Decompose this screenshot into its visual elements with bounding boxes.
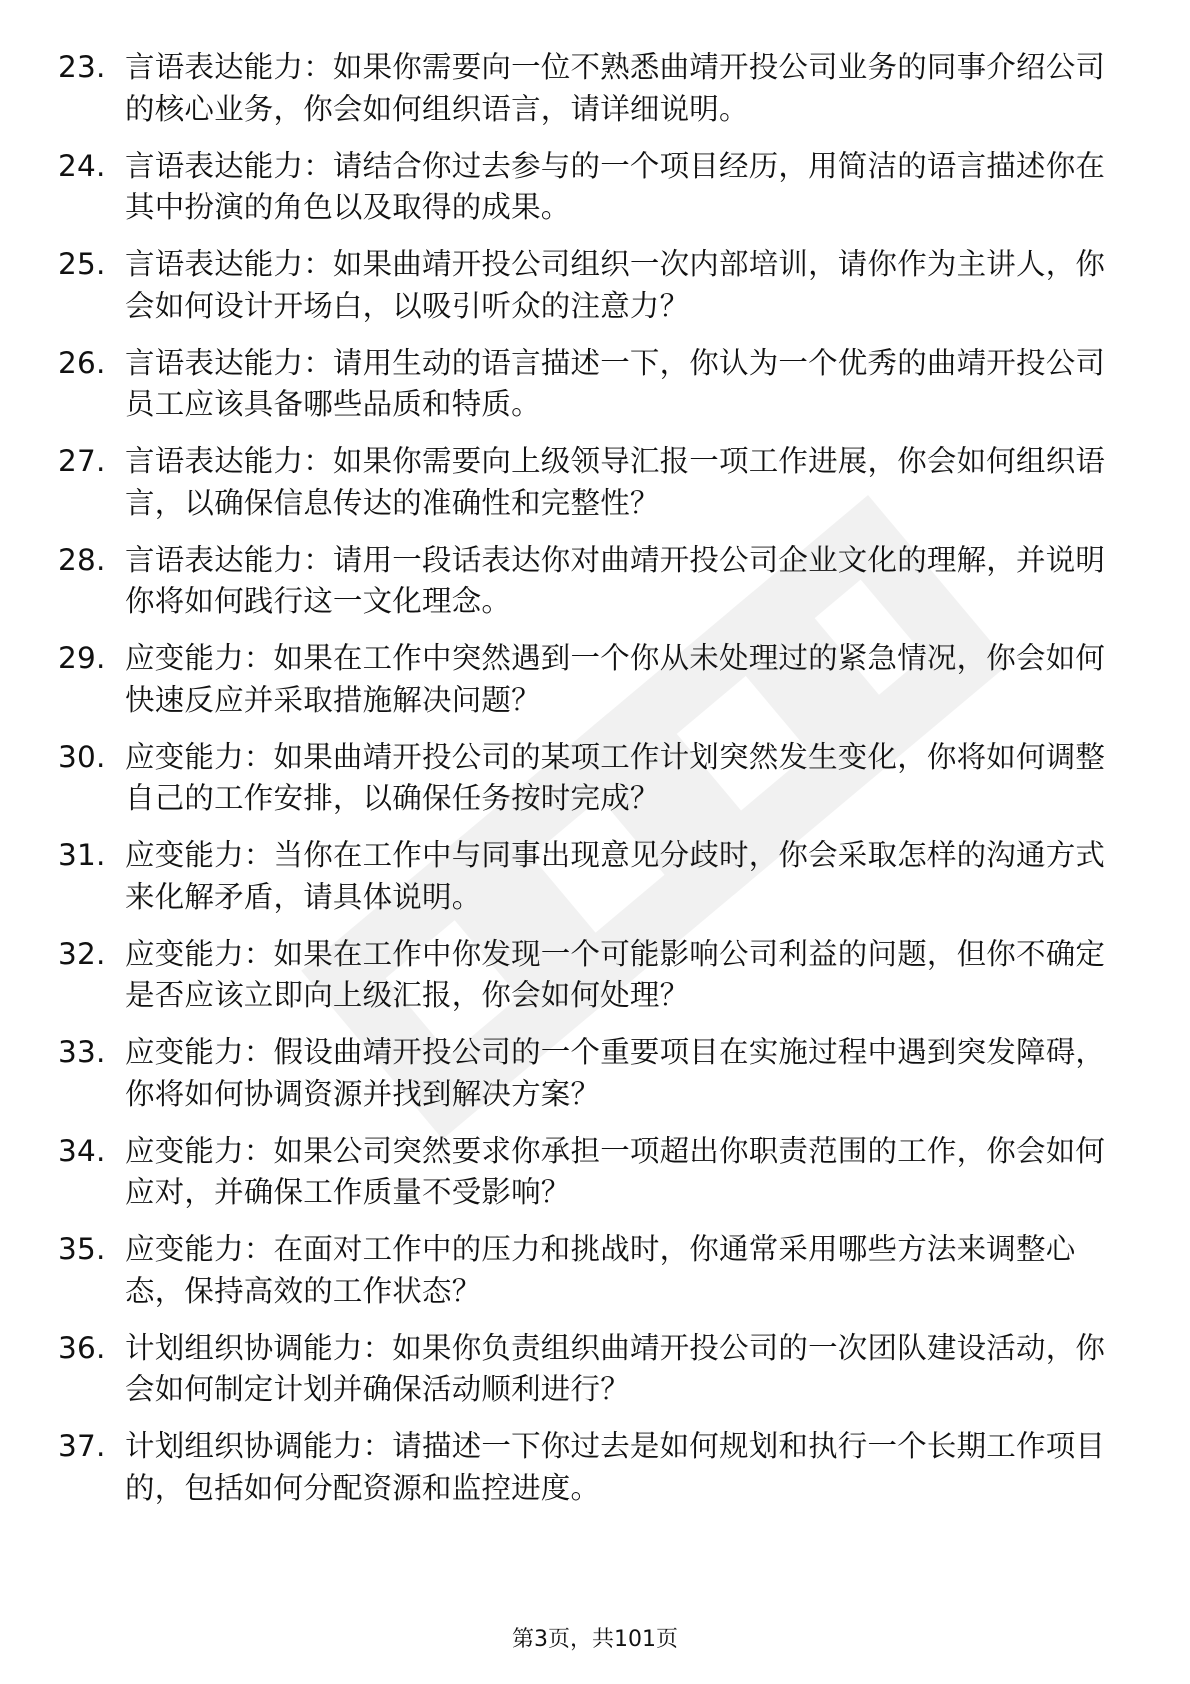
question-text: 计划组织协调能力：如果你负责组织曲靖开投公司的一次团队建设活动，你会如何制定计划并确保活动顺利进行？ <box>125 1330 1106 1406</box>
page-number-label: 第3页，共101页 <box>512 1627 678 1652</box>
question-number: 35. <box>58 1232 106 1266</box>
question-item <box>58 441 1118 524</box>
question-number: 32. <box>58 936 106 971</box>
question-item <box>58 638 1118 721</box>
question-text: 言语表达能力：请结合你过去参与的一个项目经历，用简洁的语言描述你在其中扮演的角色以及取得的成果。 <box>125 148 1106 224</box>
question-text: 应变能力：假设曲靖开投公司的一个重要项目在实施过程中遇到突发障碍，你将如何协调资源并找到解决方案？ <box>125 1035 1106 1111</box>
question-item <box>58 1426 1118 1509</box>
question-text: 应变能力：当你在工作中与同事出现意见分歧时，你会采取怎样的沟通方式来化解矛盾，请具体说明。 <box>125 838 1106 914</box>
question-item <box>58 934 1118 1017</box>
question-item <box>58 244 1118 327</box>
question-item <box>58 1032 1118 1115</box>
question-number: 26. <box>58 345 106 380</box>
question-number: 33. <box>58 1035 106 1069</box>
question-item <box>58 540 1118 623</box>
question-item <box>58 1229 1118 1312</box>
question-number: 34. <box>58 1133 106 1168</box>
question-item <box>58 835 1118 918</box>
question-item <box>58 146 1118 229</box>
question-text: 言语表达能力：如果曲靖开投公司组织一次内部培训，请你作为主讲人，你会如何设计开场白，以吸引听众的注意力？ <box>125 247 1106 323</box>
question-text: 言语表达能力：请用一段话表达你对曲靖开投公司企业文化的理解，并说明你将如何践行这一文化理念。 <box>125 542 1106 618</box>
question-number: 30. <box>58 739 106 774</box>
question-item <box>58 47 1118 130</box>
question-number: 28. <box>58 542 106 577</box>
page-footer <box>0 1622 1190 1653</box>
question-number: 31. <box>58 838 106 872</box>
question-text: 应变能力：如果在工作中突然遇到一个你从未处理过的紧急情况，你会如何快速反应并采取措施解决问题？ <box>125 641 1106 717</box>
question-text: 应变能力：如果曲靖开投公司的某项工作计划突然发生变化，你将如何调整自己的工作安排，以确保任务按时完成？ <box>125 739 1106 815</box>
question-number: 24. <box>58 148 106 183</box>
question-number: 25. <box>58 247 106 281</box>
question-text: 应变能力：如果公司突然要求你承担一项超出你职责范围的工作，你会如何应对，并确保工作质量不受影响？ <box>125 1133 1106 1209</box>
question-text: 言语表达能力：如果你需要向上级领导汇报一项工作进展，你会如何组织语言，以确保信息传达的准确性和完整性？ <box>125 444 1106 520</box>
question-text: 应变能力：在面对工作中的压力和挑战时，你通常采用哪些方法来调整心态，保持高效的工作状态？ <box>125 1232 1076 1308</box>
question-item <box>58 343 1118 426</box>
question-number: 29. <box>58 641 106 675</box>
question-text: 应变能力：如果在工作中你发现一个可能影响公司利益的问题，但你不确定是否应该立即向上级汇报，你会如何处理？ <box>125 936 1106 1012</box>
question-number: 23. <box>58 50 106 84</box>
question-text: 计划组织协调能力：请描述一下你过去是如何规划和执行一个长期工作项目的，包括如何分配资源和监控进度。 <box>125 1429 1106 1505</box>
question-number: 36. <box>58 1330 106 1365</box>
question-item <box>58 1131 1118 1214</box>
question-item <box>58 737 1118 820</box>
question-number: 37. <box>58 1429 106 1463</box>
question-number: 27. <box>58 444 106 478</box>
question-item <box>58 1328 1118 1411</box>
question-list <box>58 47 1118 1525</box>
question-text: 言语表达能力：请用生动的语言描述一下，你认为一个优秀的曲靖开投公司员工应该具备哪些品质和特质。 <box>125 345 1106 421</box>
question-text: 言语表达能力：如果你需要向一位不熟悉曲靖开投公司业务的同事介绍公司的核心业务，你会如何组织语言，请详细说明。 <box>125 50 1106 126</box>
